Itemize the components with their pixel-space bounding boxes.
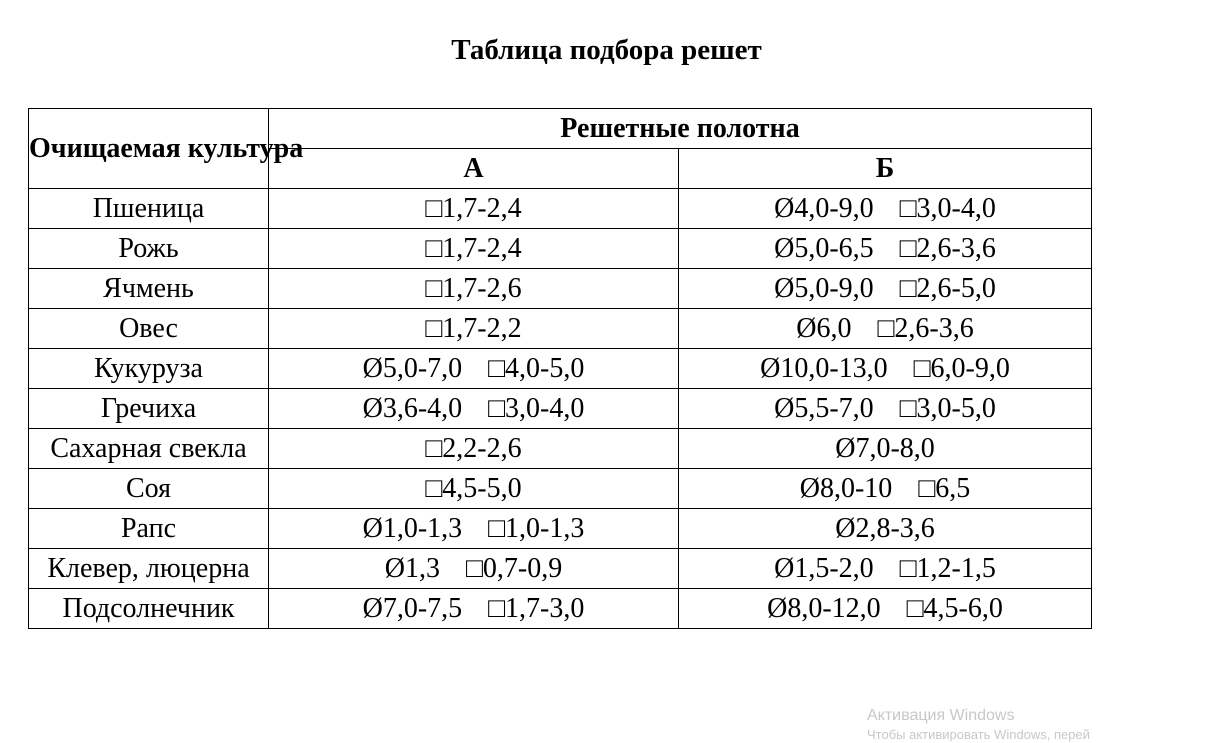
windows-activation-hint: Чтобы активировать Windows, перей <box>867 727 1091 742</box>
sieve-a-cell <box>269 189 679 229</box>
header-culture: Очищаемая культура <box>29 109 269 189</box>
sieve-size-value: □4,5-5,0 <box>425 472 522 504</box>
sieve-size-value: Ø10,0-13,0 <box>760 352 888 384</box>
sieve-size-value: □0,7-0,9 <box>465 552 563 584</box>
table-row <box>29 469 1092 509</box>
windows-activation-watermark: Активация Windows <box>867 707 1015 724</box>
sieve-b-cell <box>679 229 1092 269</box>
table-row <box>29 549 1092 589</box>
crop-cell: Сахарная свекла <box>29 429 269 469</box>
page-title: Таблица подбора решет <box>451 34 762 66</box>
sieve-size-value: Ø5,5-7,0 <box>774 392 874 424</box>
sieve-a-cell <box>269 429 679 469</box>
sieve-size-value: □1,7-3,0 <box>488 592 585 624</box>
table-row <box>29 229 1092 269</box>
crop-cell: Соя <box>29 469 269 509</box>
crop-cell: Пшеница <box>29 189 269 229</box>
sieve-size-value: Ø8,0-12,0 <box>767 592 881 624</box>
crop-cell: Клевер, люцерна <box>29 549 269 589</box>
sieve-size-value: □1,7-2,6 <box>425 272 522 304</box>
sieve-size-value: □1,7-2,2 <box>425 312 522 344</box>
sieve-b-cell <box>679 549 1092 589</box>
sieve-b-cell <box>679 429 1092 469</box>
sieve-b-cell <box>679 269 1092 309</box>
sieve-size-value: Ø7,0-8,0 <box>835 432 935 464</box>
sieve-a-cell <box>269 269 679 309</box>
header-col-a: А <box>269 149 679 189</box>
sieve-size-value: Ø3,6-4,0 <box>362 392 463 424</box>
sieve-size-value: □2,6-3,6 <box>877 312 974 344</box>
sieve-size-value: □4,5-6,0 <box>906 592 1003 624</box>
header-sieves: Решетные полотна <box>269 109 1092 149</box>
table-row <box>29 189 1092 229</box>
table-row <box>29 429 1092 469</box>
sieve-a-cell <box>269 589 679 629</box>
sieve-size-value: Ø1,5-2,0 <box>774 552 874 584</box>
sieve-size-value: □2,2-2,6 <box>425 432 522 464</box>
sieve-b-cell <box>679 589 1092 629</box>
sieve-size-value: Ø5,0-7,0 <box>362 352 463 384</box>
sieve-size-value: Ø8,0-10 <box>799 472 893 504</box>
sieve-size-value: Ø1,0-1,3 <box>362 512 463 544</box>
sieve-size-value: □1,7-2,4 <box>425 192 522 224</box>
sieve-a-cell <box>269 309 679 349</box>
sieve-a-cell <box>269 229 679 269</box>
sieve-a-cell <box>269 509 679 549</box>
sieve-size-value: □1,7-2,4 <box>425 232 522 264</box>
sieve-size-value: □4,0-5,0 <box>488 352 585 384</box>
table-row <box>29 349 1092 389</box>
sieve-size-value: Ø7,0-7,5 <box>362 592 463 624</box>
sieve-size-value: □1,0-1,3 <box>488 512 585 544</box>
table-row <box>29 309 1092 349</box>
sieve-a-cell <box>269 389 679 429</box>
sieve-b-cell <box>679 309 1092 349</box>
sieve-size-value: □2,6-3,6 <box>899 232 996 264</box>
sieve-selection-table <box>28 108 1092 629</box>
header-row-1 <box>29 109 1092 149</box>
sieve-size-value: Ø6,0 <box>796 312 852 344</box>
sieve-size-value: □2,6-5,0 <box>899 272 996 304</box>
sieve-a-cell <box>269 469 679 509</box>
sieve-size-value: Ø5,0-9,0 <box>774 272 874 304</box>
sieve-size-value: □3,0-4,0 <box>899 192 996 224</box>
sieve-size-value: □3,0-5,0 <box>899 392 996 424</box>
table-row <box>29 509 1092 549</box>
table-row <box>29 589 1092 629</box>
crop-cell: Подсолнечник <box>29 589 269 629</box>
sieve-size-value: □3,0-4,0 <box>488 392 585 424</box>
sieve-b-cell <box>679 189 1092 229</box>
crop-cell: Рапс <box>29 509 269 549</box>
crop-cell: Ячмень <box>29 269 269 309</box>
sieve-a-cell <box>269 549 679 589</box>
crop-cell: Овес <box>29 309 269 349</box>
sieve-b-cell <box>679 389 1092 429</box>
table-row <box>29 389 1092 429</box>
sieve-size-value: □6,0-9,0 <box>913 352 1010 384</box>
sieve-b-cell <box>679 349 1092 389</box>
sieve-a-cell <box>269 349 679 389</box>
sieve-size-value: Ø2,8-3,6 <box>835 512 935 544</box>
table-row <box>29 269 1092 309</box>
table-body <box>29 189 1092 629</box>
sieve-b-cell <box>679 509 1092 549</box>
sieve-size-value: Ø5,0-6,5 <box>774 232 874 264</box>
crop-cell: Гречиха <box>29 389 269 429</box>
crop-cell: Рожь <box>29 229 269 269</box>
crop-cell: Кукуруза <box>29 349 269 389</box>
sieve-b-cell <box>679 469 1092 509</box>
header-col-b: Б <box>679 149 1092 189</box>
sieve-size-value: □6,5 <box>918 472 971 504</box>
sieve-size-value: Ø1,3 <box>384 552 440 584</box>
sieve-size-value: Ø4,0-9,0 <box>774 192 874 224</box>
sieve-size-value: □1,2-1,5 <box>899 552 996 584</box>
